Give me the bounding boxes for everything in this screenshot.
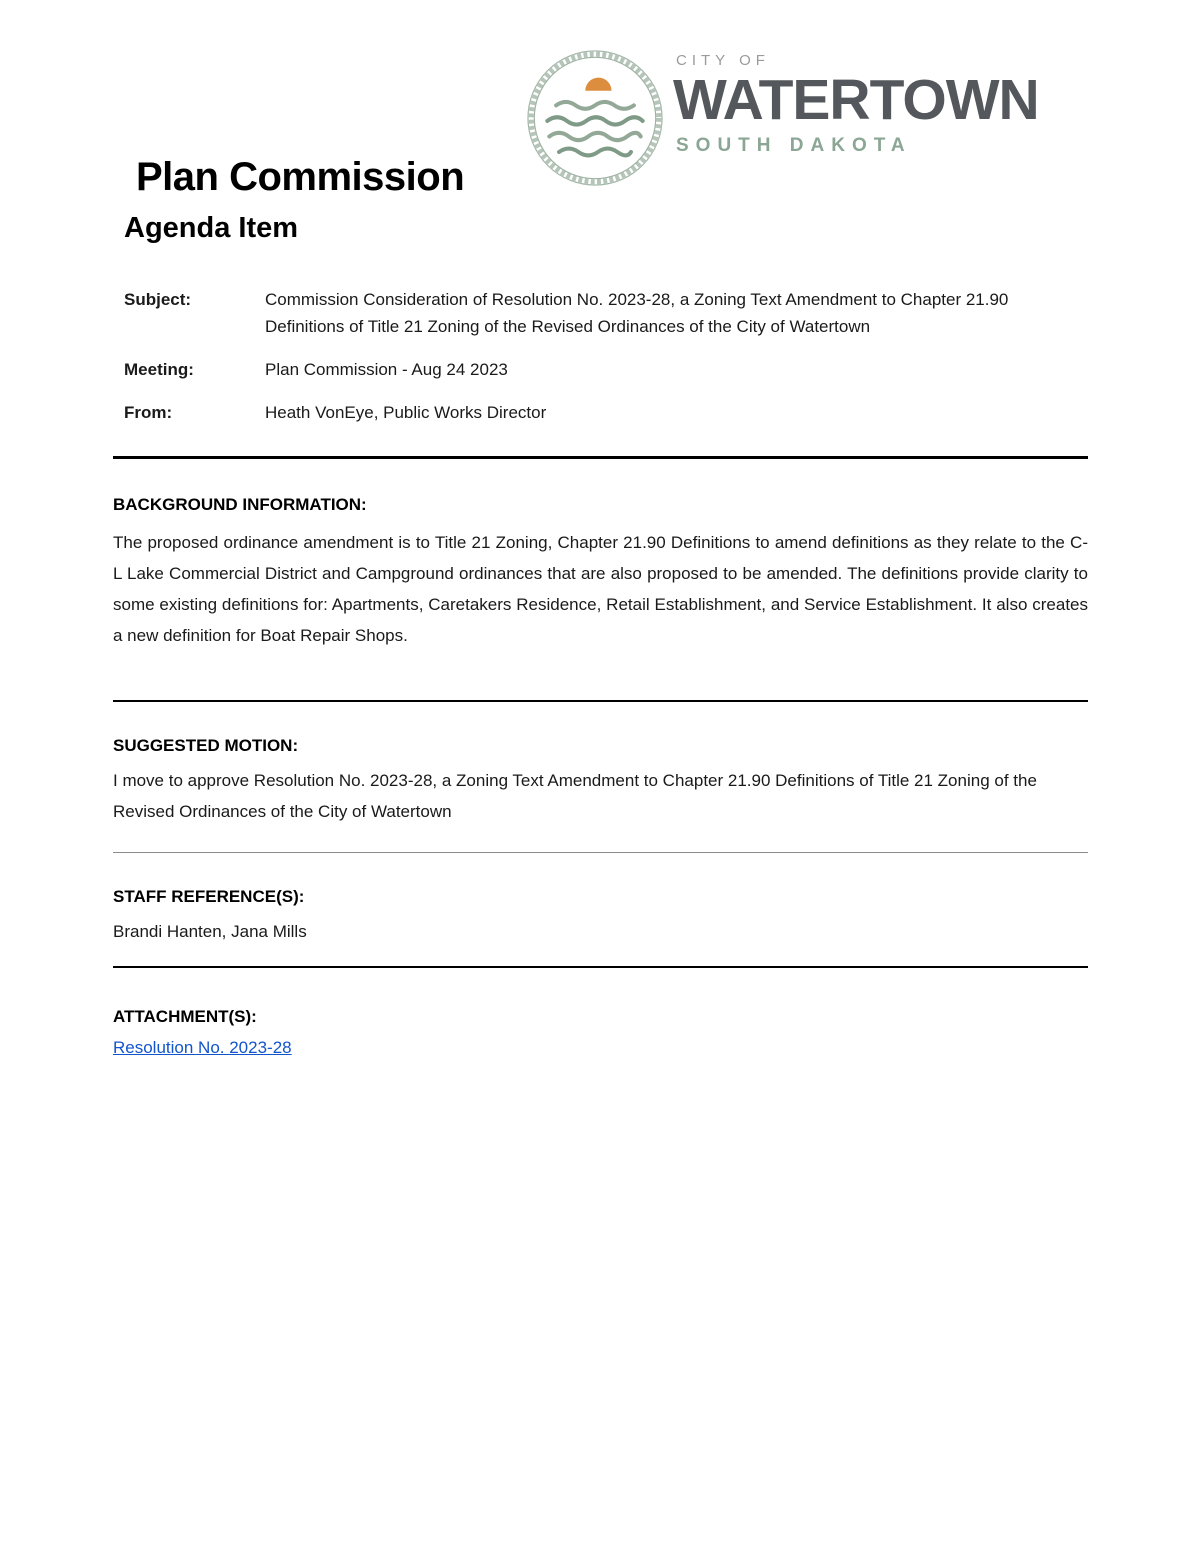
meta-value-subject: Commission Consideration of Resolution No. 2023-28, a Zoning Text Amendment to Chapter 21.90 Definitions of Title 21 Zoning of the Revised Ordinances of the City of Watertown xyxy=(265,290,1009,336)
section-divider xyxy=(113,700,1088,702)
meta-row-meeting xyxy=(124,356,1068,383)
section-divider xyxy=(113,852,1088,853)
motion-heading: SUGGESTED MOTION: xyxy=(113,736,299,755)
background-body: The proposed ordinance amendment is to Title 21 Zoning, Chapter 21.90 Definitions to amend definitions as they relate to the C-L Lake Commercial District and Campground ordinances that are also proposed to be amended. The definitions provide clarity to some existing definitions for: Apartments, Caretakers Residence, Retail Establishment, and Service Establishment. It also creates a new definition for Boat Repair Shops. xyxy=(113,533,1088,645)
background-heading: BACKGROUND INFORMATION: xyxy=(113,495,367,514)
watertown-logo xyxy=(527,50,1039,186)
attachment-link[interactable]: Resolution No. 2023-28 xyxy=(113,1038,292,1057)
meta-row-from xyxy=(124,399,1068,426)
meta-label-subject: Subject: xyxy=(124,290,192,309)
motion-body: I move to approve Resolution No. 2023-28, a Zoning Text Amendment to Chapter 21.90 Definitions of Title 21 Zoning of the Revised Ordinances of the City of Watertown xyxy=(113,771,1037,821)
logo-watertown-label: WATERTOWN xyxy=(673,68,1039,132)
meta-table xyxy=(124,286,1068,426)
meta-label-meeting: Meeting: xyxy=(124,360,194,379)
section-divider xyxy=(113,456,1088,459)
section-divider xyxy=(113,966,1088,968)
logo-text-block xyxy=(673,50,1039,157)
attachments-heading: ATTACHMENT(S): xyxy=(113,1007,257,1026)
logo-south-dakota-label: SOUTH DAKOTA xyxy=(676,135,912,156)
meta-value-meeting: Plan Commission - Aug 24 2023 xyxy=(265,360,508,379)
meta-label-from: From: xyxy=(124,403,173,422)
meta-value-from: Heath VonEye, Public Works Director xyxy=(265,403,547,422)
staff-body: Brandi Hanten, Jana Mills xyxy=(113,922,307,941)
logo-city-of-label: CITY OF xyxy=(676,52,770,69)
page-title: Plan Commission xyxy=(136,155,465,199)
meta-row-subject xyxy=(124,286,1068,340)
watertown-emblem-icon xyxy=(527,50,663,186)
staff-heading: STAFF REFERENCE(S): xyxy=(113,887,305,906)
page-subtitle: Agenda Item xyxy=(124,212,299,244)
